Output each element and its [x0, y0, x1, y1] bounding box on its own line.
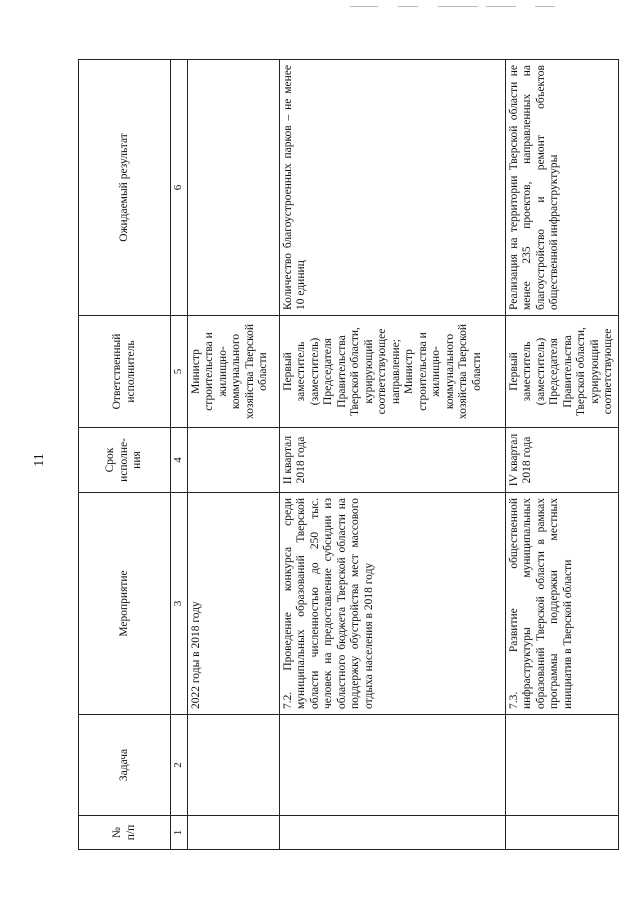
cell-responsible: Министр строительства и жилищно-коммунального хозяйства Тверской области: [187, 316, 279, 428]
header-responsible: Ответственный исполнитель: [79, 316, 171, 428]
cell-num: [187, 816, 279, 850]
column-number: 3: [171, 493, 188, 715]
column-number: 1: [171, 816, 188, 850]
column-number-row: [171, 60, 188, 850]
cell-num: [505, 816, 618, 850]
column-number: 2: [171, 715, 188, 816]
cell-deadline: II квартал 2018 года: [279, 428, 505, 493]
header-row: [79, 60, 171, 850]
cell-task: [505, 715, 618, 816]
header-deadline: Срок исполне-ния: [79, 428, 171, 493]
cell-task: [187, 715, 279, 816]
column-number: 6: [171, 60, 188, 316]
scan-mark: [398, 6, 418, 7]
scan-mark: [486, 6, 516, 7]
header-result: Ожидаемый результат: [79, 60, 171, 316]
cell-responsible: Первый заместитель (заместитель) Председателя Правительства Тверской области, курирующий соответствующее: [505, 316, 618, 428]
column-number: 4: [171, 428, 188, 493]
table-row: [187, 60, 279, 850]
scan-mark: [350, 6, 378, 7]
page-number: 11: [32, 453, 47, 467]
cell-activity: 7.2. Проведение конкурса среди муниципальных образований Тверской области численностью до 250 тыс. человек на предоставление субсидии из областного бюджета Тверской области на поддержку обустройства мест массового отдыха населения в 2018 году: [279, 493, 505, 715]
cell-result: Реализация на территории Тверской области не менее 235 проектов, направленных на благоустройство и ремонт объектов общественной инфраструктуры: [505, 60, 618, 316]
cell-deadline: [187, 428, 279, 493]
cell-task: [279, 715, 505, 816]
cell-responsible: Первый заместитель (заместитель) Председателя Правительства Тверской области, курирующий соответствующее направление; Министр строительства и жилищно-коммунального хозяйства Тверской области: [279, 316, 505, 428]
header-num: № п/п: [79, 816, 171, 850]
cell-activity: 2022 годы в 2018 году: [187, 493, 279, 715]
cell-activity: 7.3. Развитие общественной инфраструктуры муниципальных образований Тверской области в рамках программы поддержки местных инициатив в Тверской области: [505, 493, 618, 715]
table-row: [505, 60, 618, 850]
column-number: 5: [171, 316, 188, 428]
cell-deadline: IV квартал 2018 года: [505, 428, 618, 493]
rotated-table-container: [78, 60, 614, 850]
scan-mark: [438, 6, 478, 7]
scan-mark: [535, 6, 555, 7]
cell-result: Количество благоустроенных парков – не менее 10 единиц: [279, 60, 505, 316]
cell-result: [187, 60, 279, 316]
activities-table: [78, 59, 619, 850]
header-activity: Мероприятие: [79, 493, 171, 715]
cell-num: [279, 816, 505, 850]
table-row: [279, 60, 505, 850]
header-task: Задача: [79, 715, 171, 816]
